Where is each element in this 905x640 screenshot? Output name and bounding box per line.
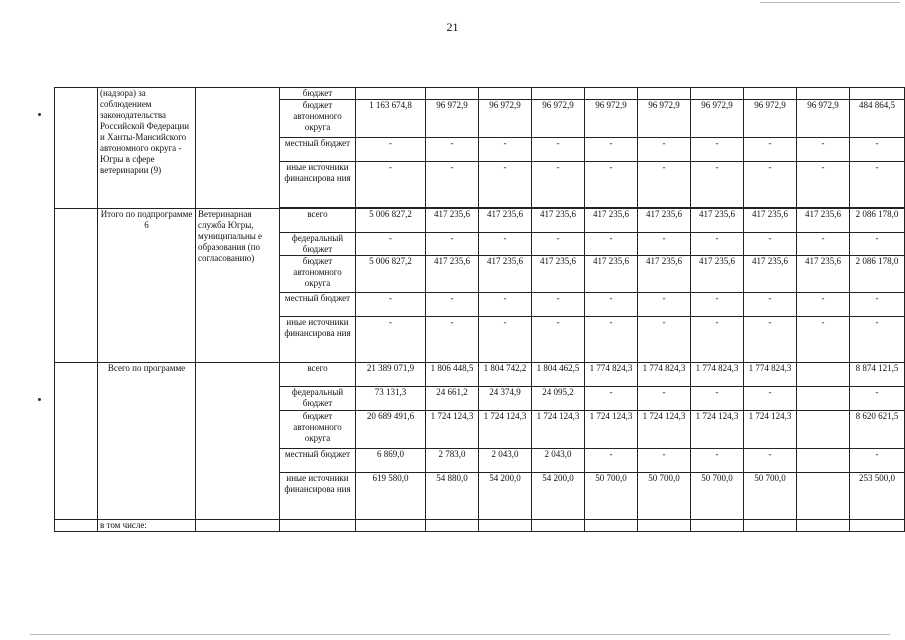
value-cell: - bbox=[638, 138, 691, 162]
value-cell: 50 700,0 bbox=[744, 473, 797, 520]
measure-cell: (надзора) за соблюдением законодательства Российской Федерации и Ханты-Мансийского автономного округа - Югры в сфере ветеринарии (9) bbox=[98, 88, 196, 209]
value-cell: 1 774 824,3 bbox=[744, 363, 797, 387]
value-cell: - bbox=[850, 233, 905, 256]
scan-dot bbox=[38, 113, 41, 116]
value-cell: - bbox=[691, 162, 744, 208]
value-cell: 484 864,5 bbox=[850, 100, 905, 138]
value-cell: - bbox=[585, 233, 638, 256]
value-cell: 619 580,0 bbox=[356, 473, 426, 520]
value-cell: - bbox=[638, 162, 691, 208]
value-cell: 24 095,2 bbox=[532, 387, 585, 411]
value-cell: 50 700,0 bbox=[585, 473, 638, 520]
value-cell: 1 774 824,3 bbox=[638, 363, 691, 387]
value-cell: - bbox=[691, 317, 744, 363]
value-cell: 417 235,6 bbox=[797, 256, 850, 293]
executor-cell: Ветеринарная служба Югры, муниципальны е образования (по согласованию) bbox=[196, 209, 280, 363]
value-cell: - bbox=[532, 138, 585, 162]
scan-dot bbox=[38, 398, 41, 401]
value-cell: - bbox=[850, 449, 905, 473]
source-other-cell: иные источники финансирова ния bbox=[280, 473, 356, 520]
table-row bbox=[55, 88, 905, 100]
value-cell: 417 235,6 bbox=[744, 209, 797, 233]
value-cell: 96 972,9 bbox=[744, 100, 797, 138]
value-cell: - bbox=[691, 293, 744, 317]
number-cell bbox=[55, 88, 98, 209]
value-cell: 1 724 124,3 bbox=[691, 411, 744, 449]
value-cell: - bbox=[691, 387, 744, 411]
value-cell: - bbox=[479, 317, 532, 363]
value-cell: - bbox=[744, 162, 797, 208]
value-cell bbox=[797, 387, 850, 411]
source-okrug-cell: бюджет автономного округа bbox=[280, 256, 356, 293]
value-cell: 96 972,9 bbox=[638, 100, 691, 138]
including-label: в том числе: bbox=[98, 520, 196, 532]
value-cell: - bbox=[532, 317, 585, 363]
value-cell: 2 043,0 bbox=[532, 449, 585, 473]
value-cell: - bbox=[638, 293, 691, 317]
executor-cell bbox=[196, 363, 280, 520]
value-cell: 96 972,9 bbox=[691, 100, 744, 138]
source-total-cell: всего bbox=[280, 363, 356, 387]
value-cell: 1 804 742,2 bbox=[479, 363, 532, 387]
value-cell: - bbox=[850, 317, 905, 363]
value-cell: - bbox=[744, 138, 797, 162]
value-cell: 1 163 674,8 bbox=[356, 100, 426, 138]
value-cell: 50 700,0 bbox=[691, 473, 744, 520]
source-other-cell: иные источники финансирова ния bbox=[280, 162, 356, 208]
value-cell: 417 235,6 bbox=[638, 209, 691, 233]
number-cell bbox=[55, 363, 98, 520]
value-cell: - bbox=[356, 293, 426, 317]
value-cell: - bbox=[638, 449, 691, 473]
value-cell: - bbox=[356, 138, 426, 162]
value-cell: - bbox=[426, 293, 479, 317]
value-cell: - bbox=[638, 387, 691, 411]
table-row bbox=[55, 520, 905, 532]
table-row bbox=[55, 363, 905, 387]
value-cell: - bbox=[850, 293, 905, 317]
value-cell: - bbox=[691, 449, 744, 473]
value-cell: - bbox=[356, 233, 426, 256]
value-cell: - bbox=[532, 162, 585, 208]
value-cell: 417 235,6 bbox=[585, 209, 638, 233]
value-cell: 73 131,3 bbox=[356, 387, 426, 411]
value-cell: 417 235,6 bbox=[479, 256, 532, 293]
value-cell: 1 724 124,3 bbox=[479, 411, 532, 449]
source-okrug-cell: бюджет автономного округа bbox=[280, 100, 356, 138]
budget-table bbox=[54, 87, 905, 532]
table-row bbox=[55, 209, 905, 233]
source-local-cell: местный бюджет bbox=[280, 293, 356, 317]
value-cell: - bbox=[532, 293, 585, 317]
value-cell: 54 200,0 bbox=[479, 473, 532, 520]
value-cell: 417 235,6 bbox=[532, 209, 585, 233]
value-cell: 417 235,6 bbox=[479, 209, 532, 233]
value-cell: - bbox=[532, 233, 585, 256]
value-cell: - bbox=[585, 317, 638, 363]
value-cell: 5 006 827,2 bbox=[356, 209, 426, 233]
value-cell: 2 086 178,0 bbox=[850, 209, 905, 233]
value-cell: - bbox=[585, 293, 638, 317]
source-total-cell: всего bbox=[280, 209, 356, 233]
value-cell: - bbox=[691, 233, 744, 256]
value-cell: - bbox=[479, 138, 532, 162]
value-cell bbox=[797, 449, 850, 473]
value-cell bbox=[797, 363, 850, 387]
source-federal-cell: федеральный бюджет bbox=[280, 233, 356, 256]
value-cell: - bbox=[744, 293, 797, 317]
value-cell: - bbox=[356, 162, 426, 208]
value-cell: - bbox=[479, 233, 532, 256]
value-cell: - bbox=[744, 449, 797, 473]
value-cell: 417 235,6 bbox=[797, 209, 850, 233]
source-other-cell: иные источники финансирова ния bbox=[280, 317, 356, 363]
subprogram-total-label: Итого по подпрограмме 6 bbox=[98, 209, 196, 363]
value-cell: - bbox=[638, 317, 691, 363]
value-cell: - bbox=[356, 317, 426, 363]
value-cell: 54 880,0 bbox=[426, 473, 479, 520]
value-cell: - bbox=[638, 233, 691, 256]
value-cell: 5 006 827,2 bbox=[356, 256, 426, 293]
value-cell: 417 235,6 bbox=[638, 256, 691, 293]
number-cell bbox=[55, 209, 98, 363]
value-cell: 417 235,6 bbox=[585, 256, 638, 293]
value-cell: 24 661,2 bbox=[426, 387, 479, 411]
source-budget-cell: бюджет bbox=[280, 88, 356, 100]
value-cell: 417 235,6 bbox=[532, 256, 585, 293]
value-cell: 1 724 124,3 bbox=[532, 411, 585, 449]
value-cell: - bbox=[426, 138, 479, 162]
value-cell: 1 724 124,3 bbox=[426, 411, 479, 449]
value-cell: - bbox=[426, 317, 479, 363]
value-cell: 8 874 121,5 bbox=[850, 363, 905, 387]
value-cell: - bbox=[797, 138, 850, 162]
value-cell: 54 200,0 bbox=[532, 473, 585, 520]
value-cell: - bbox=[744, 233, 797, 256]
value-cell: 1 724 124,3 bbox=[638, 411, 691, 449]
value-cell: - bbox=[585, 162, 638, 208]
value-cell: 96 972,9 bbox=[797, 100, 850, 138]
value-cell: - bbox=[797, 317, 850, 363]
value-cell: 1 724 124,3 bbox=[744, 411, 797, 449]
value-cell: 96 972,9 bbox=[479, 100, 532, 138]
value-cell: 417 235,6 bbox=[691, 256, 744, 293]
value-cell: - bbox=[479, 293, 532, 317]
source-local-cell: местный бюджет bbox=[280, 138, 356, 162]
value-cell: - bbox=[797, 233, 850, 256]
value-cell: 1 806 448,5 bbox=[426, 363, 479, 387]
value-cell: 96 972,9 bbox=[426, 100, 479, 138]
value-cell: 253 500,0 bbox=[850, 473, 905, 520]
value-cell: 96 972,9 bbox=[532, 100, 585, 138]
value-cell bbox=[797, 411, 850, 449]
source-federal-cell: федеральный бюджет bbox=[280, 387, 356, 411]
value-cell: 1 774 824,3 bbox=[585, 363, 638, 387]
page-number: 21 bbox=[446, 20, 459, 34]
value-cell: 417 235,6 bbox=[744, 256, 797, 293]
number-cell bbox=[55, 520, 98, 532]
executor-cell bbox=[196, 88, 280, 209]
value-cell: 8 620 621,5 bbox=[850, 411, 905, 449]
value-cell: - bbox=[850, 138, 905, 162]
value-cell: 417 235,6 bbox=[426, 209, 479, 233]
value-cell: 1 724 124,3 bbox=[585, 411, 638, 449]
scan-edge-line bbox=[30, 634, 890, 635]
value-cell: 2 086 178,0 bbox=[850, 256, 905, 293]
value-cell: 417 235,6 bbox=[426, 256, 479, 293]
value-cell: - bbox=[850, 387, 905, 411]
value-cell: 6 869,0 bbox=[356, 449, 426, 473]
value-cell: 2 783,0 bbox=[426, 449, 479, 473]
value-cell: 1 804 462,5 bbox=[532, 363, 585, 387]
value-cell: 2 043,0 bbox=[479, 449, 532, 473]
value-cell: 20 689 491,6 bbox=[356, 411, 426, 449]
value-cell: 417 235,6 bbox=[691, 209, 744, 233]
value-cell: - bbox=[585, 387, 638, 411]
value-cell: - bbox=[797, 293, 850, 317]
value-cell bbox=[797, 473, 850, 520]
value-cell: - bbox=[691, 138, 744, 162]
value-cell: 1 774 824,3 bbox=[691, 363, 744, 387]
value-cell: 50 700,0 bbox=[638, 473, 691, 520]
program-total-label: Всего по программе bbox=[98, 363, 196, 520]
value-cell: - bbox=[744, 387, 797, 411]
value-cell: - bbox=[426, 162, 479, 208]
value-cell: - bbox=[744, 317, 797, 363]
value-cell: 21 389 071,9 bbox=[356, 363, 426, 387]
value-cell: 24 374,9 bbox=[479, 387, 532, 411]
value-cell: - bbox=[426, 233, 479, 256]
source-okrug-cell: бюджет автономного округа bbox=[280, 411, 356, 449]
value-cell: - bbox=[479, 162, 532, 208]
scan-edge-line bbox=[760, 2, 900, 3]
value-cell: 96 972,9 bbox=[585, 100, 638, 138]
value-cell: - bbox=[585, 449, 638, 473]
value-cell: - bbox=[585, 138, 638, 162]
source-local-cell: местный бюджет bbox=[280, 449, 356, 473]
value-cell: - bbox=[850, 162, 905, 208]
value-cell: - bbox=[797, 162, 850, 208]
